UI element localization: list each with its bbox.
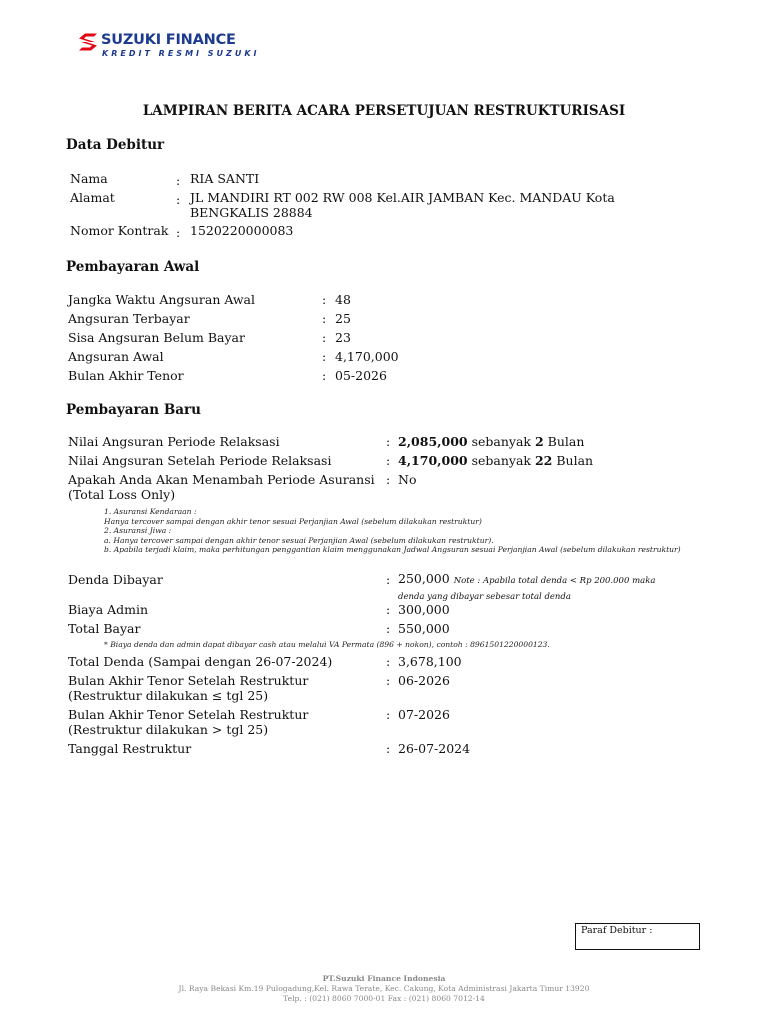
akhir2-label: Bulan Akhir Tenor Setelah Restruktur (Restruktur dilakukan > tgl 25) <box>68 707 309 737</box>
setelah-unit: Bulan <box>552 453 594 468</box>
awal-label: Angsuran Terbayar <box>68 311 190 326</box>
footer-address: Jl. Raya Bekasi Km.19 Pulogadung,Kel. Rawa Terate, Kec. Cakung, Kota Administrasi Jakarta Timur 13920 <box>178 984 590 993</box>
awal-value: 48 <box>335 292 351 307</box>
awal-value: 23 <box>335 330 351 345</box>
note-line: 1. Asuransi Kendaraan : <box>104 507 197 516</box>
denda-label: Denda Dibayar <box>68 572 163 587</box>
colon: : <box>386 621 391 636</box>
relaksasi-unit: Bulan <box>543 434 585 449</box>
setelah-mid: sebanyak <box>467 453 535 468</box>
relaksasi-count: 2 <box>534 434 544 449</box>
note-line: b. Apabila terjadi klaim, maka perhitungan penggantian klaim menggunakan Jadwal Angsuran sesuai Perjanjian Awal (sebelum dilakukan restruktur) <box>104 545 681 555</box>
colon: : <box>386 654 391 669</box>
alamat-value: JL MANDIRI RT 002 RW 008 Kel.AIR JAMBAN Kec. MANDAU Kota BENGKALIS 28884 <box>190 190 615 220</box>
logo-wordmark: SUZUKI FINANCE <box>101 32 236 48</box>
colon: : <box>386 741 391 756</box>
nama-value: RIA SANTI <box>190 171 260 186</box>
awal-label: Jangka Waktu Angsuran Awal <box>68 292 255 307</box>
colon: : <box>322 311 327 326</box>
denda-value: 250,000 <box>398 571 450 586</box>
awal-heading: Pembayaran Awal <box>66 259 200 275</box>
suzuki-finance-logo <box>78 30 258 60</box>
logo-tagline: KREDIT RESMI SUZUKI <box>102 49 260 58</box>
total-value: 550,000 <box>398 621 450 636</box>
payment-note: * Biaya denda dan admin dapat dibayar cash atau melalui VA Permata (896 + nokon), contoh : 8961501220000123. <box>104 640 550 649</box>
paraf-debitur-box <box>575 923 700 950</box>
awal-label: Angsuran Awal <box>68 349 164 364</box>
awal-label: Bulan Akhir Tenor <box>68 368 184 383</box>
setelah-count: 22 <box>534 453 553 468</box>
relaksasi-value <box>398 434 584 449</box>
akhir2-value: 07-2026 <box>398 707 450 722</box>
asuransi-notes <box>104 507 694 555</box>
asuransi-value: No <box>398 472 417 487</box>
colon: : <box>386 472 391 487</box>
setelah-label: Nilai Angsuran Setelah Periode Relaksasi <box>68 453 332 468</box>
admin-value: 300,000 <box>398 602 450 617</box>
colon: : <box>386 673 391 688</box>
debitur-heading: Data Debitur <box>66 137 165 153</box>
denda-note: Note : Apabila total denda < Rp 200.000 maka denda yang dibayar sebesar total denda <box>398 576 656 602</box>
akhir1-label: Bulan Akhir Tenor Setelah Restruktur (Restruktur dilakukan ≤ tgl 25) <box>68 673 309 703</box>
tanggal-value: 26-07-2024 <box>398 741 471 756</box>
total-label: Total Bayar <box>68 621 141 636</box>
colon: : <box>322 368 327 383</box>
awal-value: 05-2026 <box>335 368 387 383</box>
paraf-label: Paraf Debitur : <box>581 925 653 936</box>
tanggal-label: Tanggal Restruktur <box>68 741 192 756</box>
relaksasi-amount: 2,085,000 <box>398 434 468 449</box>
colon: : <box>386 602 391 617</box>
colon: : <box>176 225 181 240</box>
total-denda-value: 3,678,100 <box>398 654 462 669</box>
footer-phone: Telp. : (021) 8060 7000-01 Fax : (021) 8060 7012-14 <box>283 994 485 1003</box>
relaksasi-label: Nilai Angsuran Periode Relaksasi <box>68 434 280 449</box>
note-line: 2. Asuransi Jiwa : <box>104 526 172 536</box>
relaksasi-mid: sebanyak <box>467 434 535 449</box>
footer-company: PT.Suzuki Finance Indonesia <box>322 974 446 983</box>
kontrak-label: Nomor Kontrak <box>70 223 169 238</box>
colon: : <box>176 173 181 188</box>
alamat-label: Alamat <box>70 190 115 205</box>
colon: : <box>386 572 391 587</box>
nama-label: Nama <box>70 171 108 186</box>
asuransi-label: Apakah Anda Akan Menambah Periode Asuransi (Total Loss Only) <box>68 472 375 502</box>
colon: : <box>322 330 327 345</box>
admin-label: Biaya Admin <box>68 602 149 617</box>
baru-heading: Pembayaran Baru <box>66 402 201 418</box>
colon: : <box>386 434 391 449</box>
colon: : <box>386 453 391 468</box>
total-denda-label: Total Denda (Sampai dengan 26-07-2024) <box>68 654 333 669</box>
colon: : <box>322 292 327 307</box>
colon: : <box>176 192 181 207</box>
document-title: LAMPIRAN BERITA ACARA PERSETUJUAN RESTRUKTURISASI <box>142 103 626 119</box>
denda-value-block <box>398 572 678 604</box>
footer <box>0 974 768 1004</box>
note-line: Hanya tercover sampai dengan akhir tenor sesuai Perjanjian Awal (sebelum dilakukan restruktur) <box>104 516 482 526</box>
colon: : <box>322 349 327 364</box>
note-line: a. Hanya tercover sampai dengan akhir tenor sesuai Perjanjian Awal (sebelum dilakukan restruktur). <box>104 535 494 545</box>
setelah-value <box>398 453 593 468</box>
setelah-amount: 4,170,000 <box>398 453 468 468</box>
kontrak-value: 1520220000083 <box>190 223 294 238</box>
colon: : <box>386 707 391 722</box>
suzuki-s-icon <box>78 33 98 51</box>
awal-value: 25 <box>335 311 351 326</box>
awal-value: 4,170,000 <box>335 349 399 364</box>
awal-label: Sisa Angsuran Belum Bayar <box>68 330 245 345</box>
akhir1-value: 06-2026 <box>398 673 450 688</box>
